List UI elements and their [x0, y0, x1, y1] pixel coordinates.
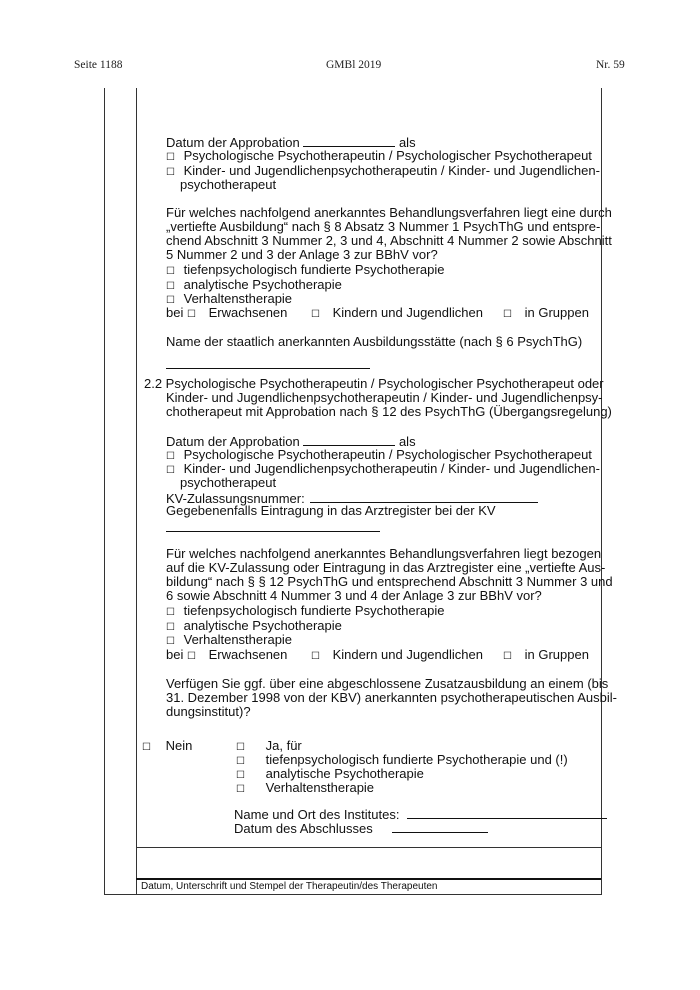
s2-option-psych-label: Psychologische Psychotherapeutin / Psychologischer Psychotherapeut: [183, 447, 592, 462]
form-bottom-border: [104, 894, 602, 895]
s2-arztregister-field[interactable]: [166, 531, 380, 532]
s2-heading-line: 2.2 Psychologische Psychotherapeutin / Psychologischer Psychotherapeut oder: [144, 376, 604, 391]
s1-institute-field[interactable]: [166, 368, 370, 369]
s2-arztregister-label: Gegebenenfalls Eintragung in das Arztregister bei der KV: [166, 503, 496, 518]
checkbox[interactable]: ☐: [236, 756, 245, 767]
s2-zusatz-line: dungsinstitut)?: [166, 704, 251, 719]
s2-ja-option-3[interactable]: [236, 781, 374, 797]
checkbox[interactable]: ☐: [311, 651, 320, 662]
checkbox[interactable]: ☐: [142, 742, 151, 753]
checkbox[interactable]: ☐: [187, 651, 196, 662]
s2-question-line: 6 sowie Abschnitt 4 Nummer 3 und 4 der Anlage 3 zur BBhV vor?: [166, 588, 542, 603]
s2-question-line: bildung“ nach § § 12 PsychThG und entsprechend Abschnitt 3 Nummer 3 und: [166, 574, 613, 589]
checkbox[interactable]: ☐: [236, 770, 245, 781]
s1-target-gruppen[interactable]: [503, 306, 589, 322]
checkbox[interactable]: ☐: [166, 295, 175, 306]
s1-verfahren-label: tiefenpsychologisch fundierte Psychotherapie: [183, 262, 445, 277]
s2-verfahren-label: Verhaltenstherapie: [183, 632, 293, 647]
s1-target-kinder-label: Kindern und Jugendlichen: [332, 305, 483, 320]
signature-caption: Datum, Unterschrift und Stempel der Therapeutin/des Therapeuten: [141, 881, 438, 892]
checkbox[interactable]: ☐: [166, 281, 175, 292]
s2-target-gruppen-label: in Gruppen: [524, 647, 589, 662]
s2-ja-option-label: tiefenpsychologisch fundierte Psychotherapie und (!): [265, 752, 568, 767]
s1-target-erwachsene[interactable]: [187, 306, 287, 322]
s1-question-line: Für welches nachfolgend anerkanntes Behandlungsverfahren liegt eine durch: [166, 205, 612, 220]
checkbox[interactable]: ☐: [166, 465, 175, 476]
s1-verfahren-label: Verhaltenstherapie: [183, 291, 293, 306]
s1-question-line: chend Abschnitt 3 Nummer 2, 3 und 4, Abschnitt 4 Nummer 2 sowie Abschnitt: [166, 233, 612, 248]
form-left-border: [104, 88, 105, 894]
s2-abschluss-label: Datum des Abschlusses: [234, 821, 373, 836]
s2-answer-nein-label: Nein: [165, 738, 193, 753]
s2-target-gruppen[interactable]: [503, 648, 589, 664]
checkbox[interactable]: ☐: [166, 622, 175, 633]
checkbox[interactable]: ☐: [166, 152, 175, 163]
s2-approbation-date-field[interactable]: [303, 433, 395, 446]
s2-question-line: auf die KV-Zulassung oder Eintragung in das Arztregister eine „vertiefte Aus-: [166, 560, 606, 575]
s1-approbation-als: als: [398, 135, 416, 150]
issue-number: Nr. 59: [596, 59, 625, 71]
s1-target-gruppen-label: in Gruppen: [524, 305, 589, 320]
s2-target-erwachsene-label: Erwachsenen: [208, 647, 288, 662]
s2-abschluss-row: [234, 820, 488, 836]
s2-option-kjp-cont: psychotherapeut: [180, 475, 277, 490]
s1-approbation-label: Datum der Approbation: [166, 135, 300, 150]
s1-option-psych-label: Psychologische Psychotherapeutin / Psychologischer Psychotherapeut: [183, 148, 592, 163]
checkbox[interactable]: ☐: [166, 636, 175, 647]
s2-approbation-label: Datum der Approbation: [166, 434, 300, 449]
s2-target-erwachsene[interactable]: [187, 648, 287, 664]
signature-line: [136, 878, 601, 880]
s1-option-kjp-cont: psychotherapeut: [180, 177, 277, 192]
s1-institute-label: Name der staatlich anerkannten Ausbildungsstätte (nach § 6 PsychThG): [166, 334, 583, 349]
s1-target-kinder[interactable]: [311, 306, 483, 322]
gazette-title: GMBl 2019: [326, 59, 382, 71]
s1-verfahren-label: analytische Psychotherapie: [183, 277, 342, 292]
s1-option-kjp-label: Kinder- und Jugendlichenpsychotherapeutin / Kinder- und Jugendlichen-: [183, 163, 600, 178]
s2-bei-label: bei: [166, 647, 184, 662]
s1-question-line: „vertiefte Ausbildung“ nach § 8 Absatz 3 Nummer 1 PsychThG und entspre-: [166, 219, 601, 234]
checkbox[interactable]: ☐: [187, 309, 196, 320]
checkbox[interactable]: ☐: [166, 451, 175, 462]
checkbox[interactable]: ☐: [166, 607, 175, 618]
s2-institut-field[interactable]: [407, 806, 607, 819]
s2-option-kjp-label: Kinder- und Jugendlichenpsychotherapeutin / Kinder- und Jugendlichen-: [183, 461, 600, 476]
s2-answer-nein[interactable]: [142, 739, 192, 755]
s2-verfahren-label: tiefenpsychologisch fundierte Psychotherapie: [183, 603, 445, 618]
s2-heading-line: Kinder- und Jugendlichenpsychotherapeutin / Kinder- und Jugendlichenpsy-: [166, 390, 603, 405]
s2-zusatz-line: 31. Dezember 1998 von der KBV) anerkannten psychotherapeutischen Ausbil-: [166, 690, 617, 705]
s1-approbation-date-field[interactable]: [303, 134, 395, 147]
form-inner-border: [136, 88, 137, 894]
s2-zusatz-line: Verfügen Sie ggf. über eine abgeschlossene Zusatzausbildung an einem (bis: [166, 676, 609, 691]
s2-kv-label: KV-Zulassungsnummer:: [166, 491, 305, 506]
s2-answer-ja-label: Ja, für: [265, 738, 302, 753]
checkbox[interactable]: ☐: [503, 309, 512, 320]
s2-ja-option-label: Verhaltenstherapie: [265, 780, 375, 795]
s2-verfahren-label: analytische Psychotherapie: [183, 618, 342, 633]
s2-institut-label: Name und Ort des Institutes:: [234, 807, 400, 822]
s1-question-line: 5 Nummer 2 und 3 der Anlage 3 zur BBhV vor?: [166, 247, 438, 262]
checkbox[interactable]: ☐: [166, 167, 175, 178]
checkbox[interactable]: ☐: [503, 651, 512, 662]
s2-abschluss-field[interactable]: [392, 820, 488, 833]
checkbox[interactable]: ☐: [311, 309, 320, 320]
s2-target-kinder-label: Kindern und Jugendlichen: [332, 647, 483, 662]
s2-heading-line: chotherapeut mit Approbation nach § 12 des PsychThG (Übergangsregelung): [166, 404, 612, 419]
s1-target-erwachsene-label: Erwachsenen: [208, 305, 288, 320]
checkbox[interactable]: ☐: [166, 266, 175, 277]
s2-kv-number-field[interactable]: [310, 490, 538, 503]
page-number: Seite 1188: [74, 59, 123, 71]
form-separator: [136, 847, 601, 848]
s2-question-line: Für welches nachfolgend anerkanntes Behandlungsverfahren liegt bezogen: [166, 546, 602, 561]
s1-bei-label: bei: [166, 305, 184, 320]
s2-approbation-als: als: [398, 434, 416, 449]
checkbox[interactable]: ☐: [236, 784, 245, 795]
s2-target-kinder[interactable]: [311, 648, 483, 664]
s2-ja-option-label: analytische Psychotherapie: [265, 766, 424, 781]
checkbox[interactable]: ☐: [236, 742, 245, 753]
